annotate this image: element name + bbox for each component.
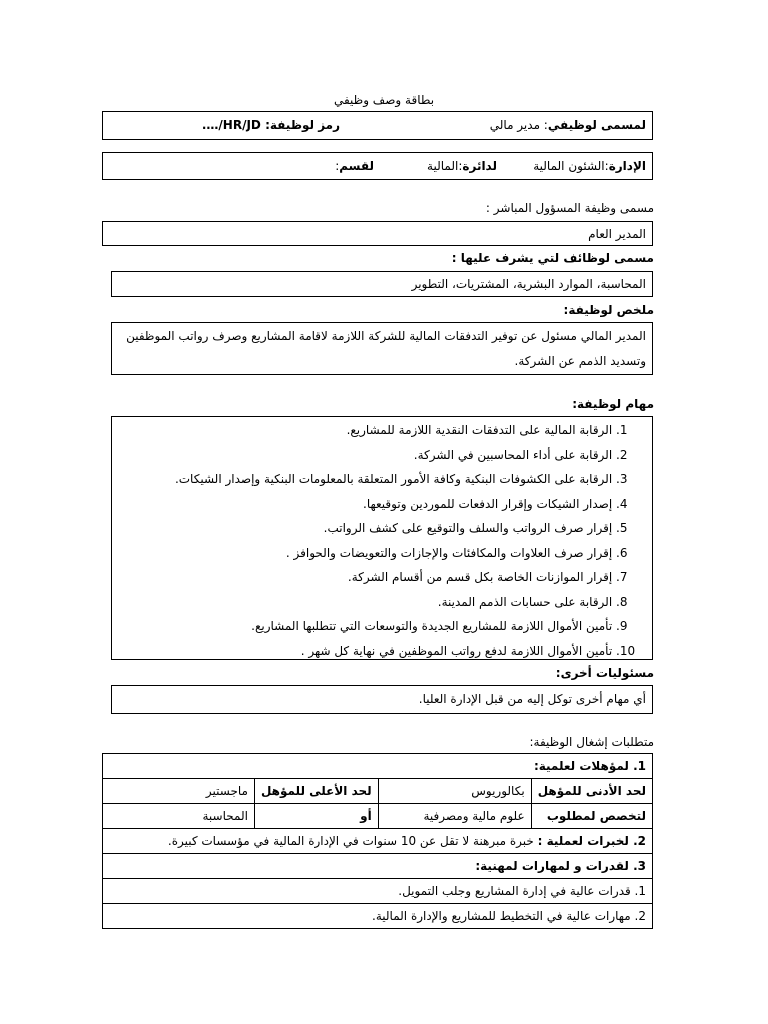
skill-row-2 — [103, 904, 653, 929]
experience-value: خبرة مبرهنة لا تقل عن 10 سنوات في الإدارة المالية في مؤسسات كبيرة. — [167, 834, 534, 848]
duty-text: إقرار صرف العلاوات والمكافئات والإجازات والتعويضات والحوافز . — [285, 545, 613, 560]
supervisor-box — [102, 221, 653, 246]
job-code-label: رمز لوظيفة — [269, 118, 340, 132]
supervisor-label: مسمى وظيفة المسؤول المباشر : — [485, 201, 654, 215]
other-value: أي مهام أخرى توكل إليه من قبل الإدارة العليا. — [418, 692, 646, 706]
duty-text: الرقابة على أداء المحاسبين في الشركة. — [413, 447, 613, 462]
skill-2: 2. مهارات عالية في التخطيط للمشاريع والإدارة المالية. — [103, 904, 653, 929]
other-box — [111, 685, 653, 714]
duty-text: الرقابة المالية على التدفقات النقدية اللازمة للمشاريع. — [346, 423, 613, 437]
duty-item — [251, 619, 638, 633]
duty-text: الرقابة على حسابات الذمم المدينة. — [437, 594, 613, 609]
qualifications-row — [103, 754, 653, 779]
duty-item — [414, 448, 638, 462]
duty-item — [324, 521, 638, 535]
summary-box — [111, 322, 653, 375]
admin-label: الإدارة — [608, 159, 646, 173]
duty-item — [348, 570, 638, 584]
min-qualification-value: بكالوريوس — [378, 779, 531, 804]
duty-number: 6. — [616, 545, 628, 560]
other-label: مسئوليات أخرى: — [555, 666, 654, 680]
duty-number: 1. — [616, 423, 628, 437]
max-qualification-value: ماجستير — [103, 779, 255, 804]
admin-value: :الشئون المالية — [533, 159, 609, 173]
duties-label: مهام لوظيفة: — [572, 397, 654, 411]
min-qualification-label: لحد الأدنى للمؤهل — [531, 779, 652, 804]
duty-text: إقرار الموازنات الخاصة بكل قسم من أقسام الشركة. — [347, 570, 613, 584]
supervised-label: مسمى لوظائف لتي يشرف عليها : — [451, 251, 654, 265]
duty-number: 7. — [616, 570, 628, 584]
duty-number: 10. — [616, 643, 636, 658]
specialty-value: علوم مالية ومصرفية — [378, 804, 531, 829]
duty-item — [286, 546, 638, 560]
section-field — [335, 159, 374, 173]
job-title-label: لمسمى لوظيفي — [547, 118, 646, 132]
admin-field — [533, 159, 646, 173]
summary-line-2: وتسديد الذمم عن الشركة. — [514, 354, 646, 368]
admin-box — [102, 152, 653, 180]
skill-1: 1. قدرات عالية في إدارة المشاريع وجلب التمويل. — [103, 879, 653, 904]
duty-text: تأمين الأموال اللازمة لدفع رواتب الموظفين في نهاية كل شهر . — [300, 643, 613, 658]
duty-text: تأمين الأموال اللازمة للمشاريع الجديدة والتوسعات التي تتطلبها المشاريع. — [251, 619, 613, 633]
duty-number: 5. — [616, 521, 628, 535]
duty-number: 2. — [616, 447, 628, 462]
duty-item — [363, 497, 638, 511]
duty-number: 3. — [616, 472, 628, 486]
summary-label: ملخص لوظيفة: — [563, 303, 654, 317]
duty-text: الرقابة على الكشوفات البنكية وكافة الأمور المتعلقة بالمعلومات البنكية وإصدار الشيكات. — [174, 472, 613, 486]
job-title-box — [102, 111, 653, 140]
section-value: : — [335, 159, 340, 173]
duty-item — [438, 595, 638, 609]
duty-number: 4. — [616, 496, 628, 511]
job-code-field — [202, 118, 340, 132]
duty-number: 8. — [616, 594, 628, 609]
page-title: بطاقة وصف وظيفي — [333, 93, 435, 107]
experience-label: 2. لخبرات لعملية : — [537, 834, 646, 848]
or-value: المحاسبة — [103, 804, 255, 829]
supervisor-value: المدير العام — [588, 227, 646, 241]
or-label: أو — [254, 804, 378, 829]
summary-line-1: المدير المالي مسئول عن توفير التدفقات المالية للشركة اللازمة لاقامة المشاريع وصرف رواتب الموظفين — [126, 329, 646, 343]
requirements-label: متطلبات إشغال الوظيفة: — [529, 735, 654, 749]
supervised-box — [111, 271, 653, 297]
specialty-label: لتخصص لمطلوب — [531, 804, 652, 829]
job-code-value: : HR/JD/…. — [201, 118, 270, 132]
section-label: لقسم — [339, 159, 374, 173]
max-qualification-label: لحد الأعلى للمؤهل — [254, 779, 378, 804]
duty-item — [301, 644, 638, 658]
specialty-row — [103, 804, 653, 829]
job-title-value: : مدير مالي — [489, 118, 548, 132]
duty-text: إقرار صرف الرواتب والسلف والتوقيع على كشف الرواتب. — [323, 521, 613, 535]
duty-number: 9. — [616, 619, 628, 633]
supervised-value: المحاسبة، الموارد البشرية، المشتريات، التطوير — [411, 277, 646, 291]
department-value: :المالية — [427, 159, 463, 173]
duty-text: إصدار الشيكات وإقرار الدفعات للموردين وتوقيعها. — [363, 496, 613, 511]
skills-header: 3. لقدرات و لمهارات لمهنية: — [103, 854, 653, 879]
job-title-field — [490, 118, 646, 132]
duty-item — [175, 472, 638, 486]
qualifications-header: 1. لمؤهلات لعلمية: — [103, 754, 653, 779]
requirements-table — [102, 753, 653, 929]
department-label: لدائرة — [462, 159, 497, 173]
skills-header-row — [103, 854, 653, 879]
qualification-level-row — [103, 779, 653, 804]
skill-row-1 — [103, 879, 653, 904]
duty-item — [347, 423, 638, 437]
experience-row — [103, 829, 653, 854]
experience-cell — [103, 829, 653, 854]
department-field — [427, 159, 497, 173]
